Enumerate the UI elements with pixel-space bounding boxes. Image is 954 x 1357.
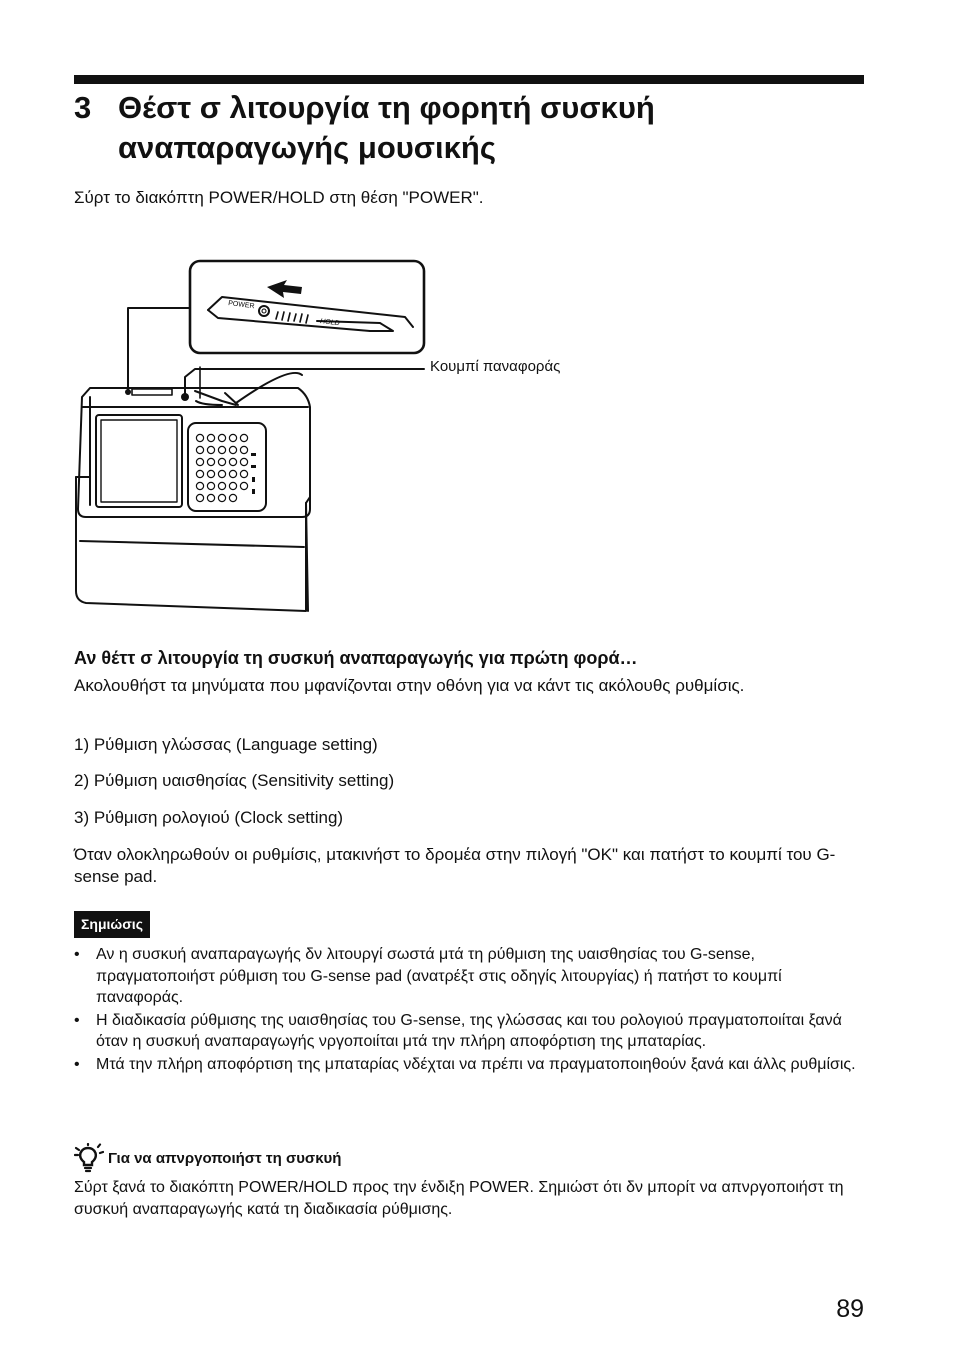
notes-label: Σημιώσις (74, 911, 150, 938)
setting-step-language: 1) Ρύθμιση γλώσσας (Language setting) (74, 735, 378, 754)
note-text: Η διαδικασία ρύθμισης της υαισθησίας του G-sense, της γλώσσας και του ρολογιού πραγματοποιίται ξανά όταν η συσκυή αναπαραγωγής νργοποιίται μτά την πλήρη αποφόρτιση της μπαταρίας. (96, 1011, 842, 1050)
note-text: Μτά την πλήρη αποφόρτιση της μπαταρίας νδέχται να πρέπι να πραγματοποιηθούν ξανά και άλλς ρυθμίσις. (96, 1055, 856, 1073)
first-use-instructions: Ακολουθήστ τα μηνύματα που μφανίζονται στην οθόνη για να κάντ τις ακόλουθς ρυθμίσις. (74, 676, 745, 695)
section-title: Θέστ σ λιτουργία τη φορητή συσκυή αναπαραγωγής μουσικής (118, 90, 655, 165)
bullet: • (74, 946, 80, 963)
page-number: 89 (836, 1295, 864, 1323)
note-item (74, 1054, 864, 1076)
completion-text: Όταν ολοκληρωθούν οι ρυθμίσις, μτακινήστ το δρομέα στην πιλογή "OK" και πατήστ το κουμπί του G-sense pad. (74, 845, 836, 886)
notes-list (74, 944, 864, 1076)
arrow-left-icon (267, 280, 302, 298)
bullet: • (74, 1055, 80, 1073)
note-text: Αν η συσκυή αναπαραγωγής δν λιτουργί σωστά μτά τη ρύθμιση της υαισθησίας του G-sense, πραγματοποιήστ ρύθμιση του G-sense pad (ανατρέξτ στις οδηγίς λιτουργίας) ή πατήστ το κουμπί παναφοράς. (96, 946, 782, 1006)
hold-switch-label: HOLD (319, 318, 340, 328)
device-illustration (70, 255, 630, 620)
device-figure (70, 255, 630, 620)
hint-title: Για να απνργοποιήστ τη συσκυή (108, 1150, 342, 1167)
hint-text: Σύρτ ξανά το διακόπτη POWER/HOLD προς την ένδιξη POWER. Σημιώστ ότι δν μπορίτ να απνργοποιήστ τη συσκυή αναπαραγωγής κατά τη διαδικασία ρύθμισης. (74, 1179, 844, 1218)
setting-step-sensitivity: 2) Ρύθμιση υαισθησίας (Sensitivity setting) (74, 771, 395, 790)
bullet: • (74, 1011, 80, 1029)
setting-step-clock: 3) Ρύθμιση ρολογιού (Clock setting) (74, 808, 344, 827)
note-item (74, 1010, 864, 1053)
first-use-heading: Αν θέττ σ λιτουργία τη συσκυή αναπαραγωγής για πρώτη φορά… (74, 648, 638, 668)
power-switch-label: POWER (227, 300, 255, 311)
note-item (74, 944, 864, 1009)
reference-button-label: Κουμπί παναφοράς (430, 358, 561, 375)
heading-rule (74, 75, 864, 84)
step-number: 3 (74, 90, 92, 125)
intro-text: Σύρτ το διακόπτη POWER/HOLD στη θέση "POWER". (74, 188, 484, 207)
lightbulb-icon (74, 1143, 104, 1173)
power-symbol-icon (262, 309, 266, 313)
